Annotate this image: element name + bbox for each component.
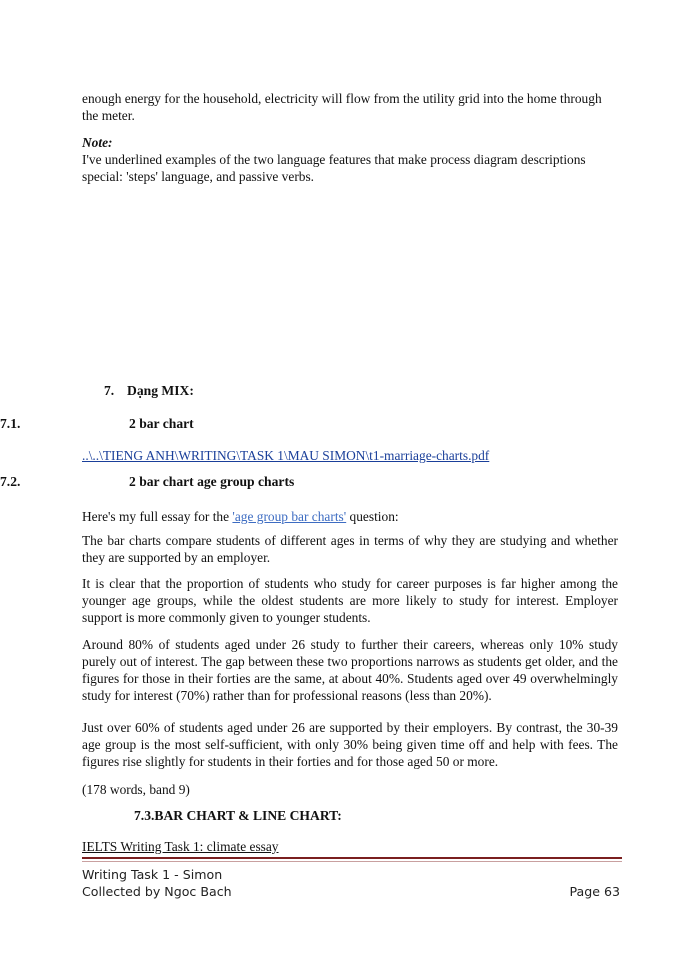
section-7-title: Dạng MIX: bbox=[127, 383, 194, 398]
climate-essay-link-text[interactable]: IELTS Writing Task 1: climate essay bbox=[82, 839, 279, 854]
marriage-charts-link[interactable] bbox=[82, 447, 489, 464]
page-number: Page 63 bbox=[569, 884, 620, 899]
note-label: Note: bbox=[82, 135, 113, 150]
section-7-heading bbox=[104, 383, 194, 399]
section-7-3-title: 7.3.BAR CHART & LINE CHART: bbox=[134, 808, 342, 823]
footer-title: Writing Task 1 - Simon bbox=[82, 867, 223, 882]
essay-intro-before: Here's my full essay for the bbox=[82, 509, 233, 524]
essay-intro-after: question: bbox=[346, 509, 399, 524]
essay-intro bbox=[82, 508, 622, 525]
note-line-1: I've underlined examples of the two language features that make process diagram descriptions bbox=[82, 152, 586, 167]
section-7-1-number: 7.1. bbox=[0, 416, 21, 431]
footer-rule-thick bbox=[82, 857, 622, 859]
footer-left bbox=[82, 866, 232, 900]
continuation-paragraph bbox=[82, 90, 622, 124]
note-line-2: special: 'steps' language, and passive verbs. bbox=[82, 169, 315, 184]
essay-paragraph-1: The bar charts compare students of different ages in terms of why they are studying and whether they are supported by an employer. bbox=[82, 533, 618, 565]
footer-rule-thin bbox=[82, 861, 622, 862]
marriage-charts-link-text[interactable]: ..\..\TIENG ANH\WRITING\TASK 1\MAU SIMON\t1-marriage-charts.pdf bbox=[82, 448, 490, 463]
essay-paragraph-2: It is clear that the proportion of students who study for career purposes is far higher among the younger age groups, while the oldest students are more likely to study for interest. Employer support is more commonly given to younger students. bbox=[82, 576, 618, 625]
essay-paragraph-3: Around 80% of students aged under 26 study to further their careers, whereas only 10% study purely out of interest. The gap between these two proportions narrows as students get older, and the figures for those in their forties are the same, at about 40%. Students aged over 49 overwhelmingly study for interest (70%) rather than for professional reasons (less than 20%). bbox=[82, 637, 618, 703]
age-group-bar-charts-link[interactable]: 'age group bar charts' bbox=[232, 509, 347, 524]
climate-essay-link[interactable] bbox=[82, 838, 279, 855]
continuation-line-2: the meter. bbox=[82, 108, 135, 123]
section-7-2-number: 7.2. bbox=[0, 474, 21, 489]
continuation-line-1: enough energy for the household, electricity will flow from the utility grid into the home through bbox=[82, 91, 602, 106]
essay-paragraph-4: Just over 60% of students aged under 26 are supported by their employers. By contrast, the 30-39 age group is the most self-sufficient, with only 30% being given time off and help with fees. The figures rise slightly for students in their forties and for those aged 50 or more. bbox=[82, 720, 618, 769]
footer-collector: Collected by Ngoc Bach bbox=[82, 884, 232, 899]
section-7-2-title: 2 bar chart age group charts bbox=[129, 474, 295, 489]
section-7-1-title: 2 bar chart bbox=[129, 416, 194, 431]
word-count: (178 words, band 9) bbox=[82, 782, 190, 797]
section-7-number: 7. bbox=[104, 383, 115, 398]
note-block bbox=[82, 134, 622, 185]
